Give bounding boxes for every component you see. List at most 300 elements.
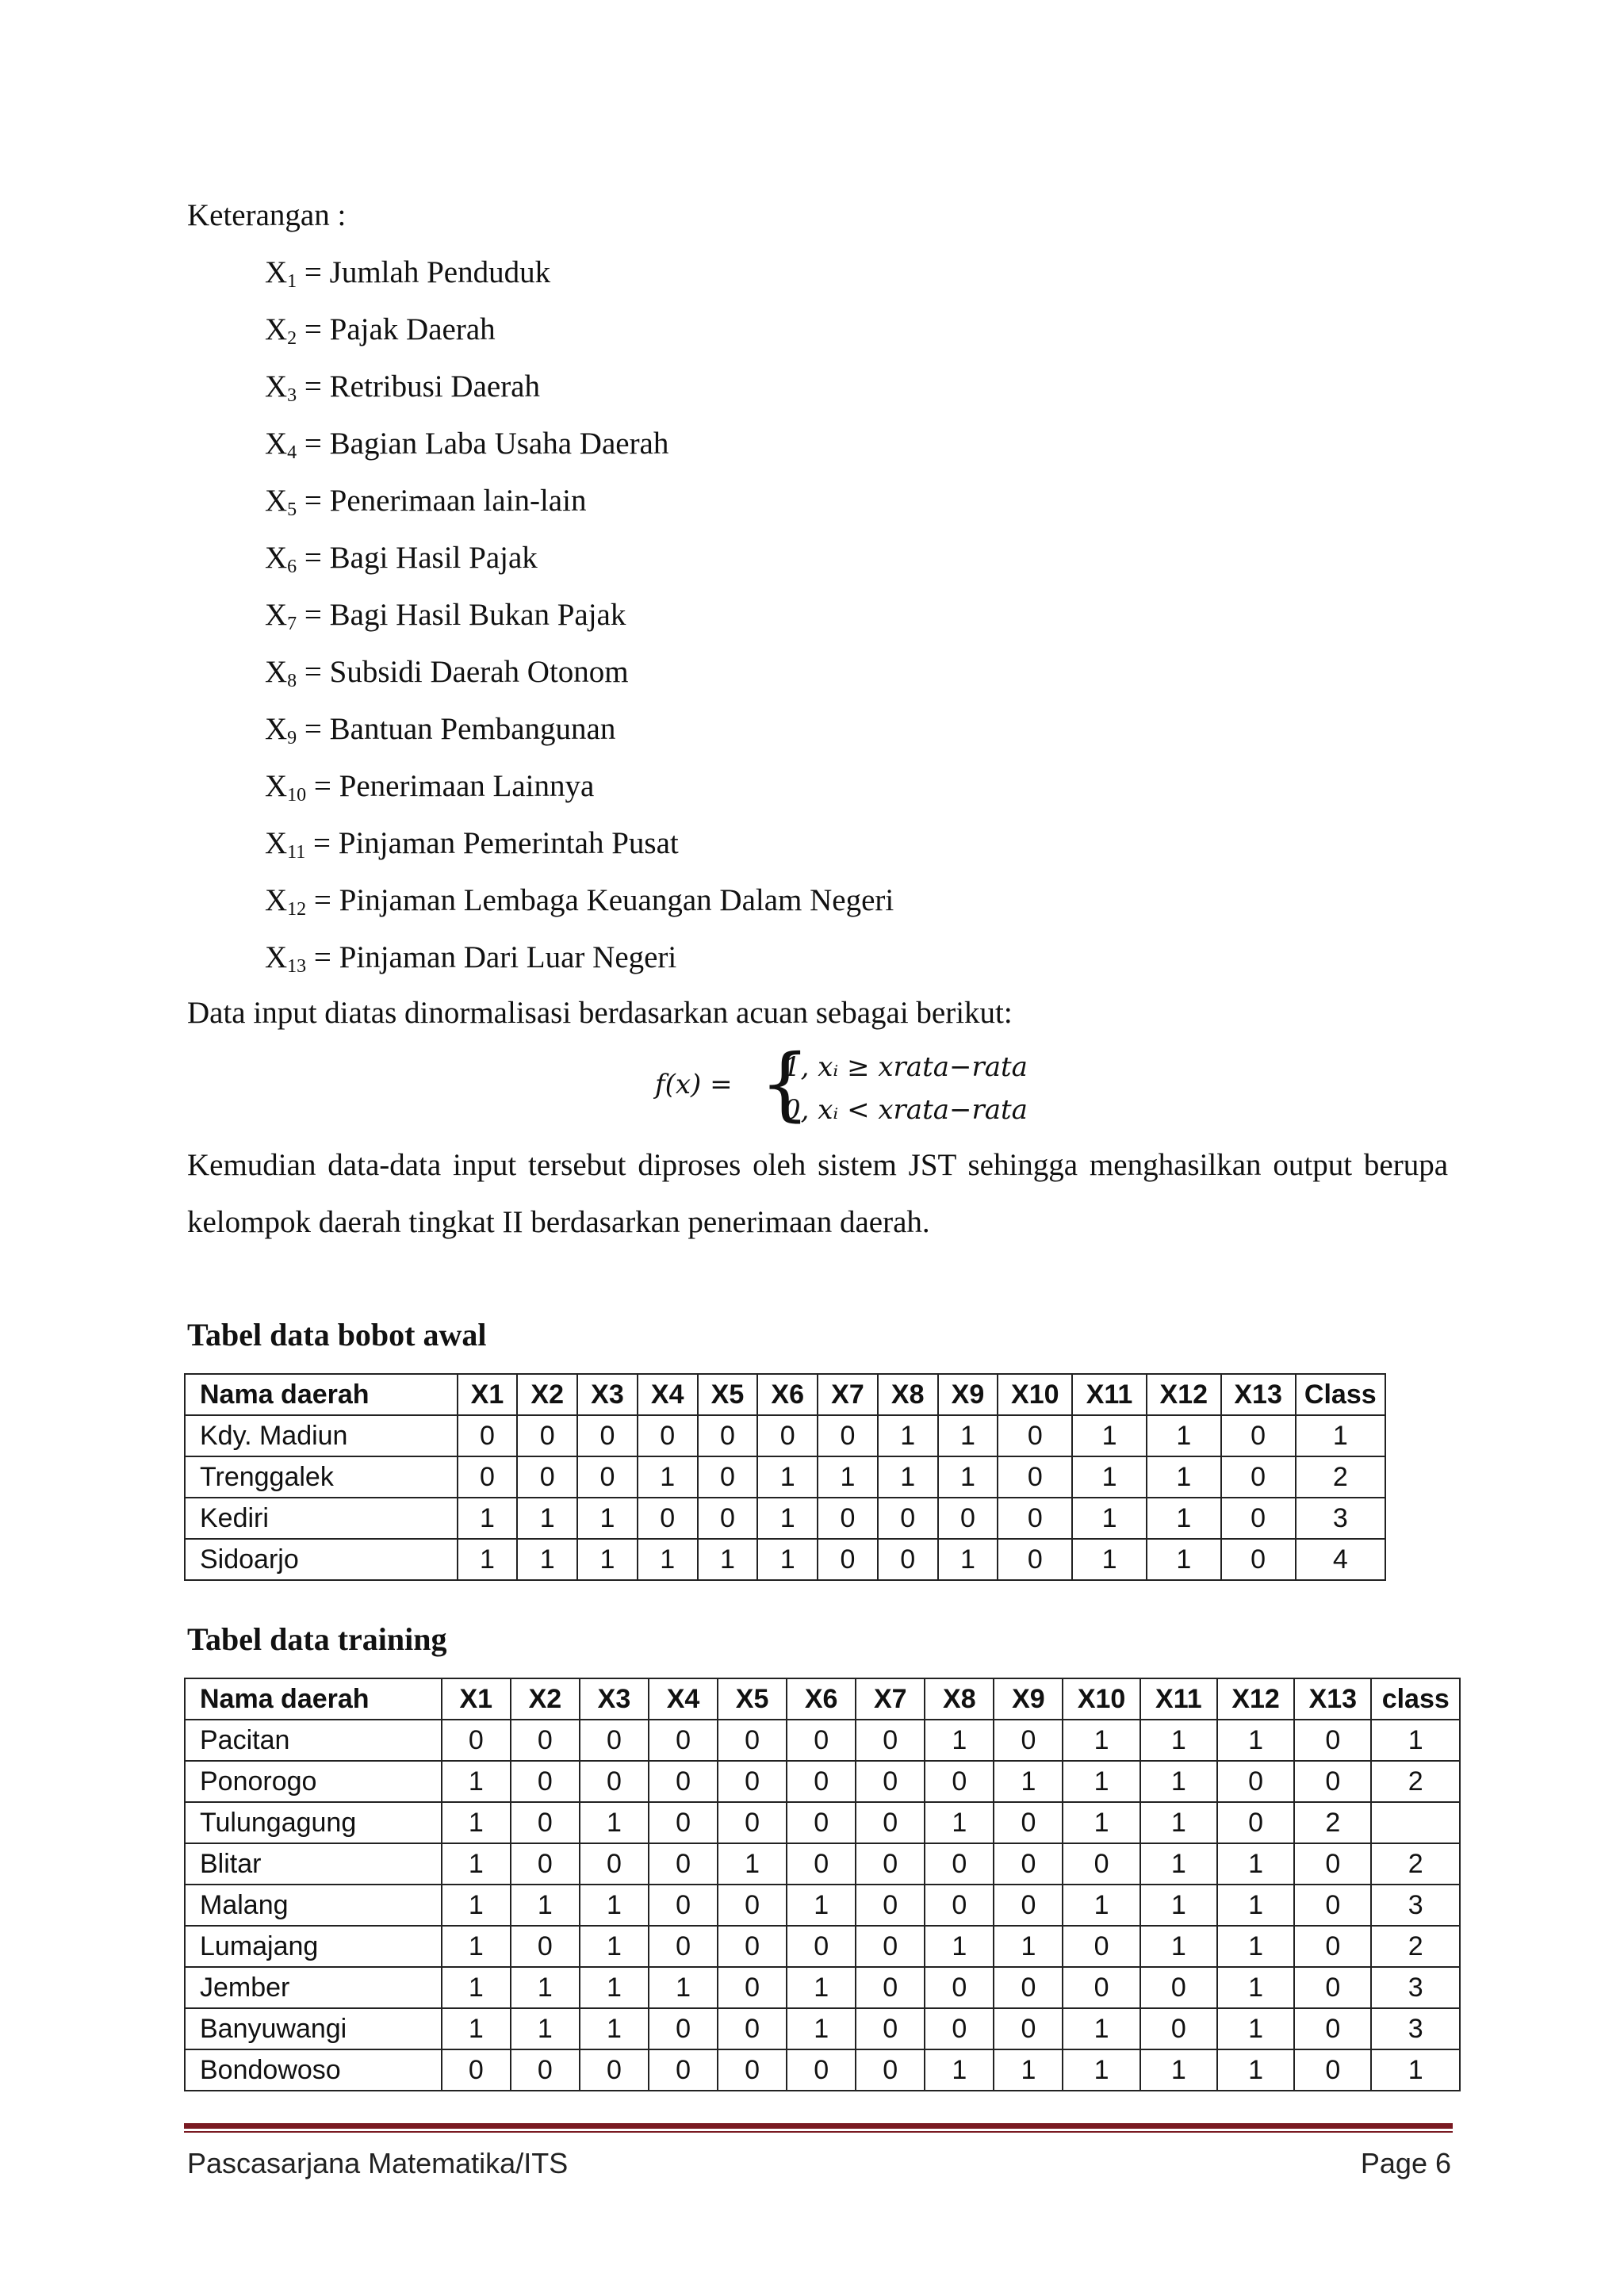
value-cell: 1 (1147, 1456, 1221, 1498)
value-cell: 3 (1371, 2008, 1460, 2049)
variable-description: = Retribusi Daerah (304, 369, 540, 404)
value-cell: 0 (1294, 2049, 1371, 2091)
table-bobot-title: Tabel data bobot awal (187, 1317, 487, 1353)
value-cell: 1 (580, 1967, 649, 2008)
value-cell: 1 (517, 1498, 577, 1539)
variable-item (265, 710, 615, 757)
variable-subscript: 12 (287, 899, 307, 920)
value-cell: 1 (1296, 1415, 1385, 1456)
value-cell: 0 (517, 1415, 577, 1456)
value-cell: 1 (757, 1456, 818, 1498)
variable-item (265, 311, 496, 358)
variable-symbol: X (265, 826, 288, 860)
value-cell: 0 (1217, 1761, 1294, 1802)
region-name-cell: Kdy. Madiun (185, 1415, 458, 1456)
value-cell: 1 (994, 2049, 1063, 2091)
value-cell: 0 (649, 1885, 718, 1926)
value-cell: 0 (998, 1456, 1072, 1498)
value-cell: 1 (511, 1967, 580, 2008)
value-cell: 1 (787, 1967, 856, 2008)
value-cell: 1 (1063, 2008, 1139, 2049)
region-name-cell: Trenggalek (185, 1456, 458, 1498)
variable-subscript: 13 (287, 956, 307, 977)
value-cell: 1 (938, 1456, 998, 1498)
value-cell: 1 (757, 1539, 818, 1580)
value-cell: 0 (1221, 1498, 1296, 1539)
value-cell: 1 (1072, 1456, 1147, 1498)
table-row (185, 1498, 1385, 1539)
variable-subscript: 6 (287, 557, 297, 577)
variable-subscript: 4 (287, 442, 297, 463)
region-name-cell: Banyuwangi (185, 2008, 442, 2049)
value-cell: 1 (1140, 1885, 1217, 1926)
table-row (185, 1967, 1460, 2008)
variable-description: = Penerimaan lain-lain (304, 484, 587, 518)
value-cell: 1 (580, 1926, 649, 1967)
value-cell: 1 (1217, 2008, 1294, 2049)
variable-item (265, 368, 540, 415)
value-cell: 0 (698, 1498, 758, 1539)
value-cell: 1 (577, 1539, 638, 1580)
column-header: class (1371, 1678, 1460, 1720)
value-cell: 0 (442, 1720, 511, 1761)
value-cell: 1 (1063, 1761, 1139, 1802)
value-cell: 0 (925, 1843, 994, 1885)
value-cell: 3 (1296, 1498, 1385, 1539)
value-cell: 1 (458, 1539, 518, 1580)
formula-case-1: 1, xᵢ ≥ xrata−rata (783, 1051, 1028, 1083)
value-cell: 0 (577, 1456, 638, 1498)
variable-subscript: 8 (287, 671, 297, 691)
value-cell: 0 (998, 1498, 1072, 1539)
value-cell: 0 (649, 2049, 718, 2091)
value-cell: 0 (698, 1415, 758, 1456)
value-cell: 0 (994, 2008, 1063, 2049)
region-name-cell: Bondowoso (185, 2049, 442, 2091)
variable-description: = Bagi Hasil Pajak (304, 541, 538, 575)
column-header: X9 (994, 1678, 1063, 1720)
value-cell: 0 (1221, 1415, 1296, 1456)
value-cell: 0 (878, 1498, 938, 1539)
variable-symbol: X (265, 712, 288, 746)
value-cell: 1 (925, 1926, 994, 1967)
variable-item (265, 596, 626, 643)
column-header: X8 (925, 1678, 994, 1720)
value-cell: 0 (856, 2008, 925, 2049)
value-cell: 0 (1294, 1885, 1371, 1926)
value-cell: 1 (649, 1967, 718, 2008)
table-row (185, 1802, 1460, 1843)
column-header: X6 (787, 1678, 856, 1720)
value-cell: 0 (511, 1720, 580, 1761)
table-row (185, 2049, 1460, 2091)
column-header: X1 (442, 1678, 511, 1720)
variable-item (265, 653, 629, 700)
value-cell: 0 (925, 2008, 994, 2049)
footer-page-number: Page 6 (1360, 2147, 1451, 2179)
value-cell: 1 (580, 2008, 649, 2049)
value-cell: 2 (1294, 1802, 1371, 1843)
value-cell: 1 (925, 1802, 994, 1843)
variable-symbol: X (265, 427, 288, 461)
value-cell: 0 (649, 2008, 718, 2049)
variable-description: = Pinjaman Dari Luar Negeri (313, 940, 677, 974)
value-cell: 1 (994, 1926, 1063, 1967)
value-cell: 0 (511, 1761, 580, 1802)
variable-description: = Penerimaan Lainnya (313, 769, 595, 803)
value-cell: 1 (1072, 1498, 1147, 1539)
column-header: X12 (1147, 1374, 1221, 1415)
value-cell: 1 (698, 1539, 758, 1580)
value-cell: 0 (856, 1761, 925, 1802)
value-cell: 0 (1063, 1843, 1139, 1885)
value-cell: 0 (1217, 1802, 1294, 1843)
value-cell: 1 (458, 1498, 518, 1539)
value-cell: 0 (856, 1926, 925, 1967)
value-cell: 0 (994, 1885, 1063, 1926)
variable-subscript: 1 (287, 271, 297, 292)
region-name-cell: Malang (185, 1885, 442, 1926)
table-row (185, 2008, 1460, 2049)
region-name-cell: Kediri (185, 1498, 458, 1539)
footer-rule-thick (184, 2123, 1453, 2129)
table-row (185, 1761, 1460, 1802)
value-cell: 0 (649, 1720, 718, 1761)
value-cell: 1 (442, 1843, 511, 1885)
column-header: Class (1296, 1374, 1385, 1415)
value-cell: 1 (1140, 1720, 1217, 1761)
formula-lhs: f(x) = (655, 1069, 733, 1100)
value-cell: 3 (1371, 1885, 1460, 1926)
value-cell: 0 (580, 1720, 649, 1761)
value-cell: 0 (1221, 1539, 1296, 1580)
value-cell: 1 (878, 1456, 938, 1498)
variable-item (265, 882, 894, 928)
variable-symbol: X (265, 655, 288, 689)
value-cell: 0 (638, 1498, 698, 1539)
value-cell: 1 (1217, 1843, 1294, 1885)
variable-item (265, 254, 550, 300)
column-header: X1 (458, 1374, 518, 1415)
value-cell: 0 (925, 1761, 994, 1802)
formula-case-2: 0, xᵢ < xrata−rata (783, 1094, 1028, 1126)
value-cell: 0 (1294, 1967, 1371, 2008)
value-cell: 2 (1371, 1926, 1460, 1967)
column-header: X11 (1072, 1374, 1147, 1415)
value-cell: 1 (511, 2008, 580, 2049)
value-cell: 0 (718, 2049, 787, 2091)
value-cell: 0 (1294, 2008, 1371, 2049)
value-cell: 0 (1063, 1926, 1139, 1967)
value-cell: 0 (1294, 1761, 1371, 1802)
column-header: X7 (818, 1374, 878, 1415)
variable-symbol: X (265, 369, 288, 404)
variable-symbol: X (265, 598, 288, 632)
table-bobot-awal (184, 1373, 1386, 1581)
value-cell: 0 (787, 1761, 856, 1802)
value-cell: 1 (638, 1539, 698, 1580)
column-header: X6 (757, 1374, 818, 1415)
value-cell: 0 (994, 1843, 1063, 1885)
value-cell: 1 (1063, 1885, 1139, 1926)
column-header: X12 (1217, 1678, 1294, 1720)
variable-symbol: X (265, 883, 288, 917)
value-cell: 0 (1294, 1843, 1371, 1885)
value-cell: 0 (511, 1843, 580, 1885)
variable-description: = Bantuan Pembangunan (304, 712, 616, 746)
value-cell: 0 (698, 1456, 758, 1498)
value-cell: 1 (925, 2049, 994, 2091)
column-header: X10 (998, 1374, 1072, 1415)
value-cell: 0 (787, 1926, 856, 1967)
variable-subscript: 5 (287, 499, 297, 520)
value-cell: 1 (1217, 1967, 1294, 2008)
variable-subscript: 11 (287, 842, 306, 863)
value-cell: 0 (878, 1539, 938, 1580)
value-cell: 0 (856, 1967, 925, 2008)
value-cell: 1 (1140, 1761, 1217, 1802)
value-cell: 0 (638, 1415, 698, 1456)
table-row (185, 1926, 1460, 1967)
value-cell: 0 (649, 1843, 718, 1885)
value-cell: 1 (442, 1967, 511, 2008)
variable-item (265, 939, 676, 985)
value-cell: 0 (580, 2049, 649, 2091)
variable-subscript: 10 (287, 785, 307, 806)
value-cell: 0 (718, 1802, 787, 1843)
column-header: X11 (1140, 1678, 1217, 1720)
value-cell: 0 (580, 1761, 649, 1802)
variable-symbol: X (265, 484, 288, 518)
value-cell: 1 (718, 1843, 787, 1885)
value-cell: 0 (994, 1720, 1063, 1761)
value-cell: 0 (442, 2049, 511, 2091)
variable-symbol: X (265, 541, 288, 575)
value-cell: 1 (1217, 1926, 1294, 1967)
column-header: X5 (718, 1678, 787, 1720)
value-cell: 1 (1217, 1720, 1294, 1761)
value-cell: 0 (577, 1415, 638, 1456)
value-cell: 0 (718, 1926, 787, 1967)
table-data-training (184, 1678, 1461, 2091)
value-cell: 0 (649, 1926, 718, 1967)
value-cell: 1 (938, 1415, 998, 1456)
variable-description: = Bagian Laba Usaha Daerah (304, 427, 669, 461)
value-cell: 0 (718, 1761, 787, 1802)
value-cell: 1 (442, 2008, 511, 2049)
variable-subscript: 2 (287, 328, 297, 349)
value-cell: 1 (511, 1885, 580, 1926)
region-name-cell: Sidoarjo (185, 1539, 458, 1580)
value-cell: 1 (577, 1498, 638, 1539)
value-cell: 0 (1294, 1926, 1371, 1967)
value-cell: 0 (787, 1843, 856, 1885)
value-cell: 1 (1217, 1885, 1294, 1926)
value-cell: 1 (787, 1885, 856, 1926)
variable-description: = Bagi Hasil Bukan Pajak (304, 598, 626, 632)
value-cell: 0 (787, 1720, 856, 1761)
value-cell: 0 (580, 1843, 649, 1885)
value-cell: 1 (1371, 2049, 1460, 2091)
value-cell: 1 (1072, 1539, 1147, 1580)
value-cell: 3 (1371, 1967, 1460, 2008)
value-cell: 0 (511, 1926, 580, 1967)
value-cell: 0 (517, 1456, 577, 1498)
value-cell: 1 (1063, 1802, 1139, 1843)
value-cell: 1 (1371, 1720, 1460, 1761)
variable-symbol: X (265, 312, 288, 346)
region-name-cell: Blitar (185, 1843, 442, 1885)
column-header: X10 (1063, 1678, 1139, 1720)
column-header: X3 (577, 1374, 638, 1415)
value-cell: 1 (1147, 1415, 1221, 1456)
table-row (185, 1456, 1385, 1498)
value-cell: 0 (818, 1415, 878, 1456)
value-cell: 1 (1147, 1498, 1221, 1539)
value-cell: 0 (856, 2049, 925, 2091)
value-cell: 0 (511, 2049, 580, 2091)
table-row (185, 1843, 1460, 1885)
variable-symbol: X (265, 255, 288, 289)
footer-rule-thin (184, 2131, 1453, 2133)
value-cell: 1 (580, 1802, 649, 1843)
value-cell: 1 (442, 1885, 511, 1926)
value-cell: 1 (1140, 1802, 1217, 1843)
column-header: X2 (517, 1374, 577, 1415)
value-cell: 0 (856, 1843, 925, 1885)
variable-symbol: X (265, 940, 288, 974)
keterangan-label: Keterangan : (187, 198, 347, 232)
column-header: X3 (580, 1678, 649, 1720)
variable-description: = Jumlah Penduduk (304, 255, 551, 289)
value-cell: 1 (638, 1456, 698, 1498)
value-cell: 0 (649, 1802, 718, 1843)
value-cell: 1 (1217, 2049, 1294, 2091)
column-header: X8 (878, 1374, 938, 1415)
variable-item (265, 482, 586, 529)
value-cell: 1 (442, 1761, 511, 1802)
variable-item (265, 425, 668, 472)
column-header: X2 (511, 1678, 580, 1720)
value-cell: 1 (878, 1415, 938, 1456)
column-header: X5 (698, 1374, 758, 1415)
value-cell: 2 (1371, 1761, 1460, 1802)
value-cell: 0 (1221, 1456, 1296, 1498)
value-cell: 1 (1072, 1415, 1147, 1456)
value-cell: 0 (998, 1415, 1072, 1456)
value-cell: 0 (1294, 1720, 1371, 1761)
region-name-cell: Tulungagung (185, 1802, 442, 1843)
region-name-cell: Ponorogo (185, 1761, 442, 1802)
region-name-cell: Jember (185, 1967, 442, 2008)
footer-left: Pascasarjana Matematika/ITS (187, 2147, 569, 2179)
value-cell: 1 (757, 1498, 818, 1539)
value-cell: 1 (580, 1885, 649, 1926)
value-cell: 1 (1147, 1539, 1221, 1580)
value-cell: 0 (818, 1498, 878, 1539)
value-cell: 1 (1063, 2049, 1139, 2091)
value-cell: 0 (1140, 2008, 1217, 2049)
table-row (185, 1539, 1385, 1580)
column-header: X7 (856, 1678, 925, 1720)
variable-subscript: 7 (287, 614, 297, 634)
value-cell: 1 (517, 1539, 577, 1580)
value-cell: 0 (1063, 1967, 1139, 2008)
value-cell: 0 (856, 1720, 925, 1761)
value-cell: 0 (718, 2008, 787, 2049)
variable-description: = Subsidi Daerah Otonom (304, 655, 629, 689)
value-cell: 1 (1140, 1843, 1217, 1885)
variable-item (265, 539, 538, 586)
value-cell: 0 (925, 1967, 994, 2008)
value-cell: 2 (1296, 1456, 1385, 1498)
column-header: X4 (649, 1678, 718, 1720)
value-cell: 1 (994, 1761, 1063, 1802)
value-cell: 0 (458, 1415, 518, 1456)
table-training-title: Tabel data training (187, 1621, 447, 1657)
variable-item (265, 767, 594, 814)
value-cell: 0 (938, 1498, 998, 1539)
value-cell: 4 (1296, 1539, 1385, 1580)
column-header: X4 (638, 1374, 698, 1415)
table-row (185, 1720, 1460, 1761)
table-row (185, 1415, 1385, 1456)
value-cell: 0 (1140, 1967, 1217, 2008)
column-header: X13 (1221, 1374, 1296, 1415)
column-header: X13 (1294, 1678, 1371, 1720)
value-cell: 0 (511, 1802, 580, 1843)
value-cell: 0 (649, 1761, 718, 1802)
value-cell: 0 (925, 1885, 994, 1926)
column-header: X9 (938, 1374, 998, 1415)
value-cell: 1 (1140, 2049, 1217, 2091)
variable-subscript: 9 (287, 728, 297, 748)
value-cell: 0 (787, 1802, 856, 1843)
value-cell: 0 (718, 1885, 787, 1926)
value-cell: 0 (818, 1539, 878, 1580)
value-cell: 1 (938, 1539, 998, 1580)
region-name-cell: Pacitan (185, 1720, 442, 1761)
column-header: Nama daerah (185, 1374, 458, 1415)
normalisasi-text: Data input diatas dinormalisasi berdasarkan acuan sebagai berikut: (187, 996, 1013, 1030)
value-cell: 1 (1140, 1926, 1217, 1967)
value-cell: 0 (856, 1802, 925, 1843)
value-cell: 0 (757, 1415, 818, 1456)
value-cell: 1 (442, 1802, 511, 1843)
region-name-cell: Lumajang (185, 1926, 442, 1967)
variable-description: = Pinjaman Pemerintah Pusat (313, 826, 679, 860)
value-cell: 0 (787, 2049, 856, 2091)
value-cell: 0 (856, 1885, 925, 1926)
variable-description: = Pinjaman Lembaga Keuangan Dalam Negeri (313, 883, 894, 917)
value-cell: 1 (818, 1456, 878, 1498)
value-cell (1371, 1802, 1460, 1843)
formula-brace: { (760, 1037, 810, 1130)
variable-description: = Pajak Daerah (304, 312, 496, 346)
value-cell: 2 (1371, 1843, 1460, 1885)
value-cell: 0 (994, 1967, 1063, 2008)
value-cell: 0 (718, 1720, 787, 1761)
column-header: Nama daerah (185, 1678, 442, 1720)
variable-item (265, 825, 679, 871)
value-cell: 1 (1063, 1720, 1139, 1761)
value-cell: 1 (787, 2008, 856, 2049)
value-cell: 0 (718, 1967, 787, 2008)
value-cell: 0 (458, 1456, 518, 1498)
value-cell: 1 (925, 1720, 994, 1761)
variable-symbol: X (265, 769, 288, 803)
variable-subscript: 3 (287, 385, 297, 406)
